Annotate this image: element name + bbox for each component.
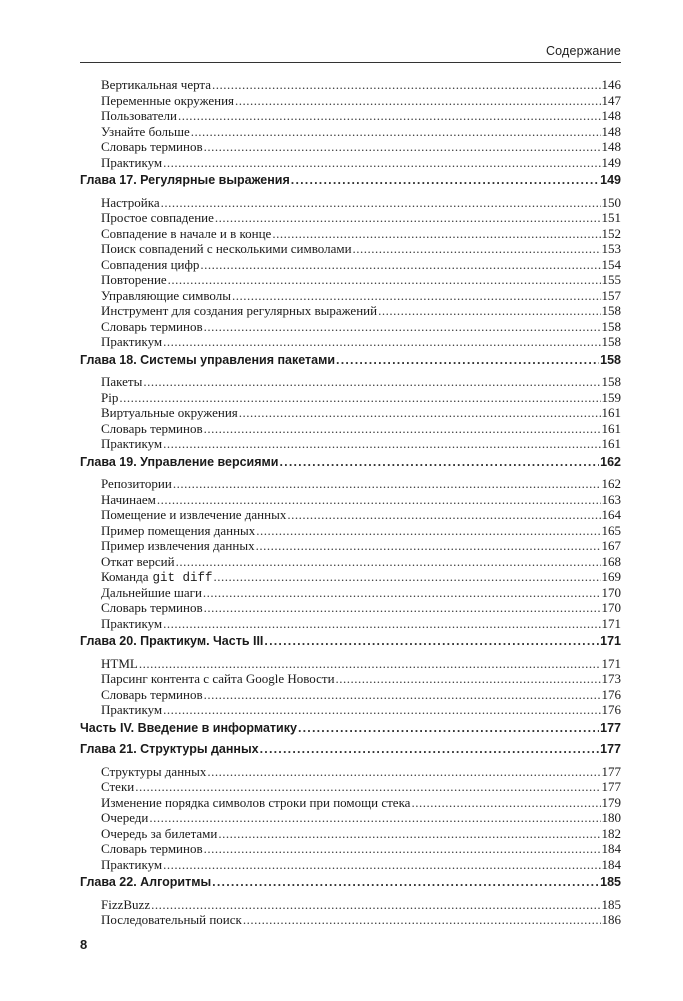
leader-dots (163, 155, 600, 171)
toc-section-entry (80, 554, 621, 570)
entry-page-number: 161 (601, 405, 621, 420)
leader-dots (353, 241, 601, 257)
entry-page-number: 158 (601, 303, 621, 318)
toc-section-entry (80, 405, 621, 421)
entry-title: Простое совпадение (101, 210, 214, 225)
leader-dots (151, 897, 600, 913)
leader-dots (203, 585, 601, 601)
entry-title: Настройка (101, 194, 160, 210)
leader-dots (243, 912, 601, 928)
entry-title: Практикум (101, 334, 163, 349)
entry-title: Словарь терминов (101, 318, 203, 334)
toc-section-entry (80, 476, 621, 492)
entry-page-number: 148 (601, 108, 621, 123)
entry-title: Словарь терминов (101, 600, 203, 615)
entry-page-number: 184 (601, 841, 621, 856)
toc-section-entry (80, 492, 621, 508)
toc-section-entry (80, 702, 621, 718)
entry-title: Повторение (101, 272, 167, 287)
leader-dots (161, 195, 601, 211)
entry-title: Глава 20. Практикум. Часть III (80, 634, 264, 648)
entry-page-number: 179 (601, 794, 621, 810)
toc-section-entry (80, 77, 621, 93)
entry-page-number: 162 (601, 476, 621, 491)
entry-title: Изменение порядка символов строки при помощи стека (101, 794, 411, 810)
entry-page-number: 185 (600, 875, 621, 889)
toc-section-entry (80, 272, 621, 288)
leader-dots (279, 455, 599, 471)
entry-page-number: 186 (601, 912, 621, 927)
toc-section-entry (80, 857, 621, 873)
entry-title: Репозитории (101, 476, 172, 491)
entry-page-number: 170 (601, 584, 621, 600)
toc-section-entry (80, 507, 621, 523)
entry-page-number: 182 (601, 825, 621, 841)
toc-section-entry (80, 139, 621, 155)
entry-page-number: 171 (601, 615, 621, 631)
entry-page-number: 158 (601, 318, 621, 334)
toc-section-entry (80, 841, 621, 857)
toc-section-entry (80, 795, 621, 811)
entry-title: Практикум (101, 702, 163, 717)
entry-page-number: 180 (601, 810, 621, 825)
table-of-contents (80, 77, 621, 928)
toc-section-entry (80, 288, 621, 304)
entry-page-number: 148 (601, 123, 621, 139)
entry-page-number: 177 (600, 720, 621, 735)
entry-title: Парсинг контента с сайта Google Новости (101, 671, 335, 686)
entry-page-number: 167 (601, 538, 621, 553)
toc-section-entry (80, 897, 621, 913)
entry-title: Помещение и извлечение данных (101, 507, 287, 522)
entry-title: Глава 18. Системы управления пакетами (80, 352, 336, 367)
entry-title: Поиск совпадений с несколькими символами (101, 241, 352, 256)
leader-dots (378, 303, 600, 319)
entry-page-number: 157 (601, 287, 621, 303)
entry-title: Откат версий (101, 553, 175, 569)
entry-title: Словарь терминов (101, 139, 203, 154)
leader-dots (204, 841, 601, 857)
leader-dots (176, 554, 601, 570)
entry-title: Структуры данных (101, 763, 207, 779)
entry-page-number: 165 (601, 522, 621, 538)
toc-section-entry (80, 616, 621, 632)
leader-dots (298, 721, 599, 737)
entry-page-number: 171 (600, 634, 621, 648)
entry-title: Практикум (101, 436, 163, 451)
leader-dots (173, 476, 601, 492)
toc-section-entry (80, 124, 621, 140)
leader-dots (157, 492, 601, 508)
leader-dots (215, 210, 601, 226)
entry-page-number: 158 (601, 334, 621, 349)
toc-section-entry (80, 334, 621, 350)
entry-page-number: 155 (601, 272, 621, 287)
toc-section-entry (80, 390, 621, 406)
leader-dots (256, 538, 601, 554)
toc-section-entry (80, 421, 621, 437)
leader-dots (256, 523, 600, 539)
leader-dots (264, 634, 599, 650)
entry-page-number: 163 (601, 491, 621, 507)
leader-dots (214, 569, 601, 585)
leader-dots (119, 390, 600, 406)
toc-chapter-entry (80, 721, 621, 737)
leader-dots (163, 702, 600, 718)
entry-page-number: 171 (601, 655, 621, 671)
entry-page-number: 176 (601, 686, 621, 702)
entry-title: Очередь за билетами (101, 825, 218, 841)
entry-page-number: 176 (601, 702, 621, 717)
leader-dots (239, 405, 601, 421)
toc-section-entry (80, 108, 621, 124)
entry-title: Словарь терминов (101, 420, 203, 436)
entry-title: Совпадения цифр (101, 256, 200, 272)
entry-code: git diff (152, 571, 213, 585)
toc-section-entry (80, 155, 621, 171)
entry-title: Команда (101, 569, 149, 584)
toc-chapter-entry (80, 353, 621, 369)
entry-title: Пользователи (101, 108, 177, 123)
entry-page-number: 170 (601, 600, 621, 615)
leader-dots (149, 810, 600, 826)
entry-page-number: 154 (601, 256, 621, 272)
entry-page-number: 177 (601, 779, 621, 794)
leader-dots (291, 173, 599, 189)
entry-page-number: 159 (601, 389, 621, 405)
entry-title: Управляющие символы (101, 287, 231, 303)
toc-section-entry (80, 303, 621, 319)
toc-section-entry (80, 257, 621, 273)
entry-title: Стеки (101, 779, 135, 794)
entry-page-number: 184 (601, 856, 621, 872)
entry-page-number: 149 (601, 154, 621, 170)
toc-section-entry (80, 374, 621, 390)
entry-title: Пакеты (101, 374, 143, 389)
leader-dots (204, 139, 601, 155)
entry-title: Очереди (101, 810, 149, 825)
entry-title: Начинаем (101, 491, 156, 507)
leader-dots (163, 616, 600, 632)
toc-section-entry (80, 826, 621, 842)
leader-dots (163, 436, 600, 452)
header-title: Содержание (545, 44, 621, 58)
entry-page-number: 162 (600, 454, 621, 469)
toc-section-entry (80, 210, 621, 226)
leader-dots (163, 334, 600, 350)
leader-dots (232, 288, 601, 304)
entry-page-number: 152 (601, 225, 621, 241)
toc-section-entry (80, 585, 621, 601)
entry-title: Пример извлечения данных (101, 538, 255, 553)
entry-title: Дальнейшие шаги (101, 584, 202, 600)
leader-dots (204, 319, 601, 335)
leader-dots (191, 124, 601, 140)
entry-page-number: 169 (601, 569, 621, 584)
entry-page-number: 177 (600, 742, 621, 756)
entry-title: Словарь терминов (101, 841, 203, 856)
toc-section-entry (80, 656, 621, 672)
leader-dots (139, 656, 601, 672)
entry-title: FizzBuzz (101, 896, 151, 912)
entry-page-number: 161 (601, 436, 621, 451)
entry-title: Инструмент для создания регулярных выражений (101, 303, 378, 318)
entry-title: Вертикальная черта (101, 77, 212, 92)
toc-section-entry (80, 779, 621, 795)
entry-title: Часть IV. Введение в информатику (80, 720, 297, 735)
entry-page-number: 147 (601, 92, 621, 108)
toc-section-entry (80, 810, 621, 826)
leader-dots (204, 600, 601, 616)
leader-dots (200, 257, 600, 273)
entry-page-number: 168 (601, 553, 621, 569)
entry-title: Глава 22. Алгоритмы (80, 875, 212, 889)
leader-dots (260, 742, 600, 758)
toc-chapter-entry (80, 173, 621, 189)
toc-chapter-entry (80, 875, 621, 891)
toc-chapter-entry (80, 634, 621, 650)
toc-section-entry (80, 764, 621, 780)
toc-chapter-entry (80, 742, 621, 758)
leader-dots (168, 272, 601, 288)
leader-dots (207, 764, 600, 780)
entry-page-number: 158 (600, 352, 621, 367)
toc-section-entry (80, 600, 621, 616)
entry-page-number: 173 (601, 671, 621, 686)
toc-section-entry (80, 436, 621, 452)
leader-dots (143, 374, 600, 390)
entry-title: Совпадение в начале и в конце (101, 225, 272, 241)
entry-page-number: 164 (601, 507, 621, 522)
leader-dots (218, 826, 600, 842)
leader-dots (163, 857, 600, 873)
entry-title: Виртуальные окружения (101, 405, 238, 420)
leader-dots (204, 421, 601, 437)
leader-dots (336, 353, 599, 369)
leader-dots (287, 507, 600, 523)
entry-page-number: 185 (601, 896, 621, 912)
leader-dots (178, 108, 601, 124)
toc-section-entry (80, 241, 621, 257)
toc-section-entry (80, 569, 621, 585)
toc-section-entry (80, 319, 621, 335)
entry-title: Практикум (101, 856, 163, 872)
leader-dots (204, 687, 601, 703)
entry-page-number: 151 (601, 210, 621, 225)
entry-title: Глава 17. Регулярные выражения (80, 173, 290, 187)
leader-dots (336, 671, 601, 687)
leader-dots (272, 226, 600, 242)
entry-page-number: 149 (600, 173, 621, 187)
entry-page-number: 150 (601, 194, 621, 210)
entry-title: Глава 19. Управление версиями (80, 454, 279, 469)
toc-section-entry (80, 687, 621, 703)
page-number: 8 (80, 937, 88, 952)
entry-title: Узнайте больше (101, 123, 190, 139)
entry-title: Практикум (101, 615, 163, 631)
toc-section-entry (80, 538, 621, 554)
entry-title: Пример помещения данных (101, 522, 256, 538)
leader-dots (212, 77, 600, 93)
entry-page-number: 158 (601, 374, 621, 389)
leader-dots (411, 795, 600, 811)
entry-title: Словарь терминов (101, 686, 203, 702)
toc-section-entry (80, 93, 621, 109)
toc-section-entry (80, 912, 621, 928)
toc-section-entry (80, 523, 621, 539)
entry-title: Pip (101, 389, 119, 405)
entry-title: Последовательный поиск (101, 912, 242, 927)
toc-chapter-entry (80, 455, 621, 471)
entry-title: Глава 21. Структуры данных (80, 742, 259, 756)
entry-page-number: 161 (601, 420, 621, 436)
entry-page-number: 177 (601, 763, 621, 779)
toc-section-entry (80, 195, 621, 211)
leader-dots (212, 875, 599, 891)
running-header (80, 38, 621, 63)
leader-dots (135, 779, 600, 795)
entry-page-number: 146 (601, 77, 621, 92)
toc-section-entry (80, 226, 621, 242)
leader-dots (235, 93, 600, 109)
entry-page-number: 153 (601, 241, 621, 256)
entry-title: Практикум (101, 154, 163, 170)
entry-page-number: 148 (601, 139, 621, 154)
toc-section-entry (80, 671, 621, 687)
entry-title: Переменные окружения (101, 92, 235, 108)
entry-title: HTML (101, 655, 138, 671)
